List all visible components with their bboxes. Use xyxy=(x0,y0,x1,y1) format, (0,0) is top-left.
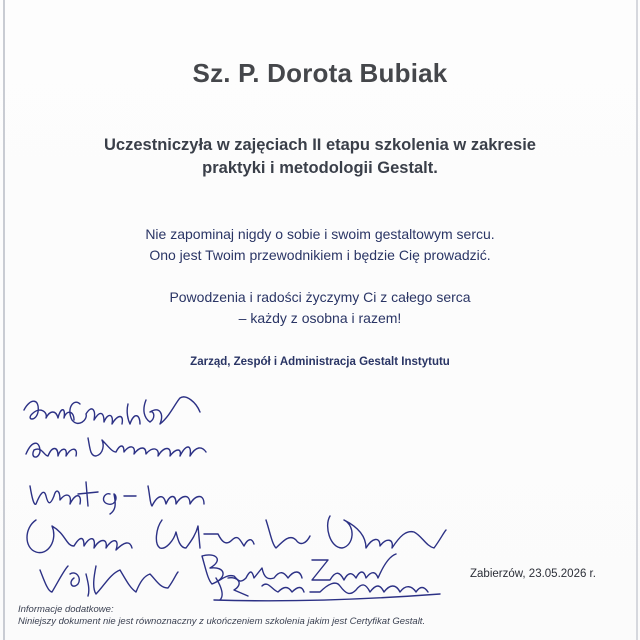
signed-by-team: Zarząd, Zespół i Administracja Gestalt Instytutu xyxy=(190,356,450,368)
signature-6 xyxy=(40,566,178,596)
statement-line-1: Uczestniczyła w zajęciach II etapu szkolenia w zakresie xyxy=(104,136,536,154)
statement-line-2: praktyki i metodologii Gestalt. xyxy=(202,159,438,177)
signature-2 xyxy=(26,438,206,457)
message-1-line-2: Ono jest Twoim przewodnikiem i będzie Cię prowadzić. xyxy=(149,247,491,263)
message-paragraph-2 xyxy=(60,287,580,329)
message-2-line-2: – każdy z osobna i razem! xyxy=(238,310,402,326)
signature-4 xyxy=(27,516,446,553)
signature-5 xyxy=(202,554,396,584)
message-paragraph-1 xyxy=(60,224,580,266)
signature-1 xyxy=(24,397,200,424)
additional-info-text: Niniejszy dokument nie jest równoznaczny z ukończeniem szkolenia jakim jest Certyfikat Gestalt. xyxy=(18,616,426,627)
recipient-name: Sz. P. Dorota Bubiak xyxy=(192,58,448,88)
additional-info-label: Informacje dodatkowe: xyxy=(18,604,114,615)
handwritten-signatures xyxy=(0,380,640,620)
place-and-date: Zabierzów, 23.05.2026 r. xyxy=(470,568,596,580)
participation-statement xyxy=(60,134,580,180)
signature-7 xyxy=(214,578,440,601)
message-2-line-1: Powodzenia i radości życzymy Ci z całego serca xyxy=(169,289,471,305)
message-1-line-1: Nie zapominaj nigdy o sobie i swoim gestaltowym sercu. xyxy=(145,226,495,242)
signature-3 xyxy=(30,482,204,514)
